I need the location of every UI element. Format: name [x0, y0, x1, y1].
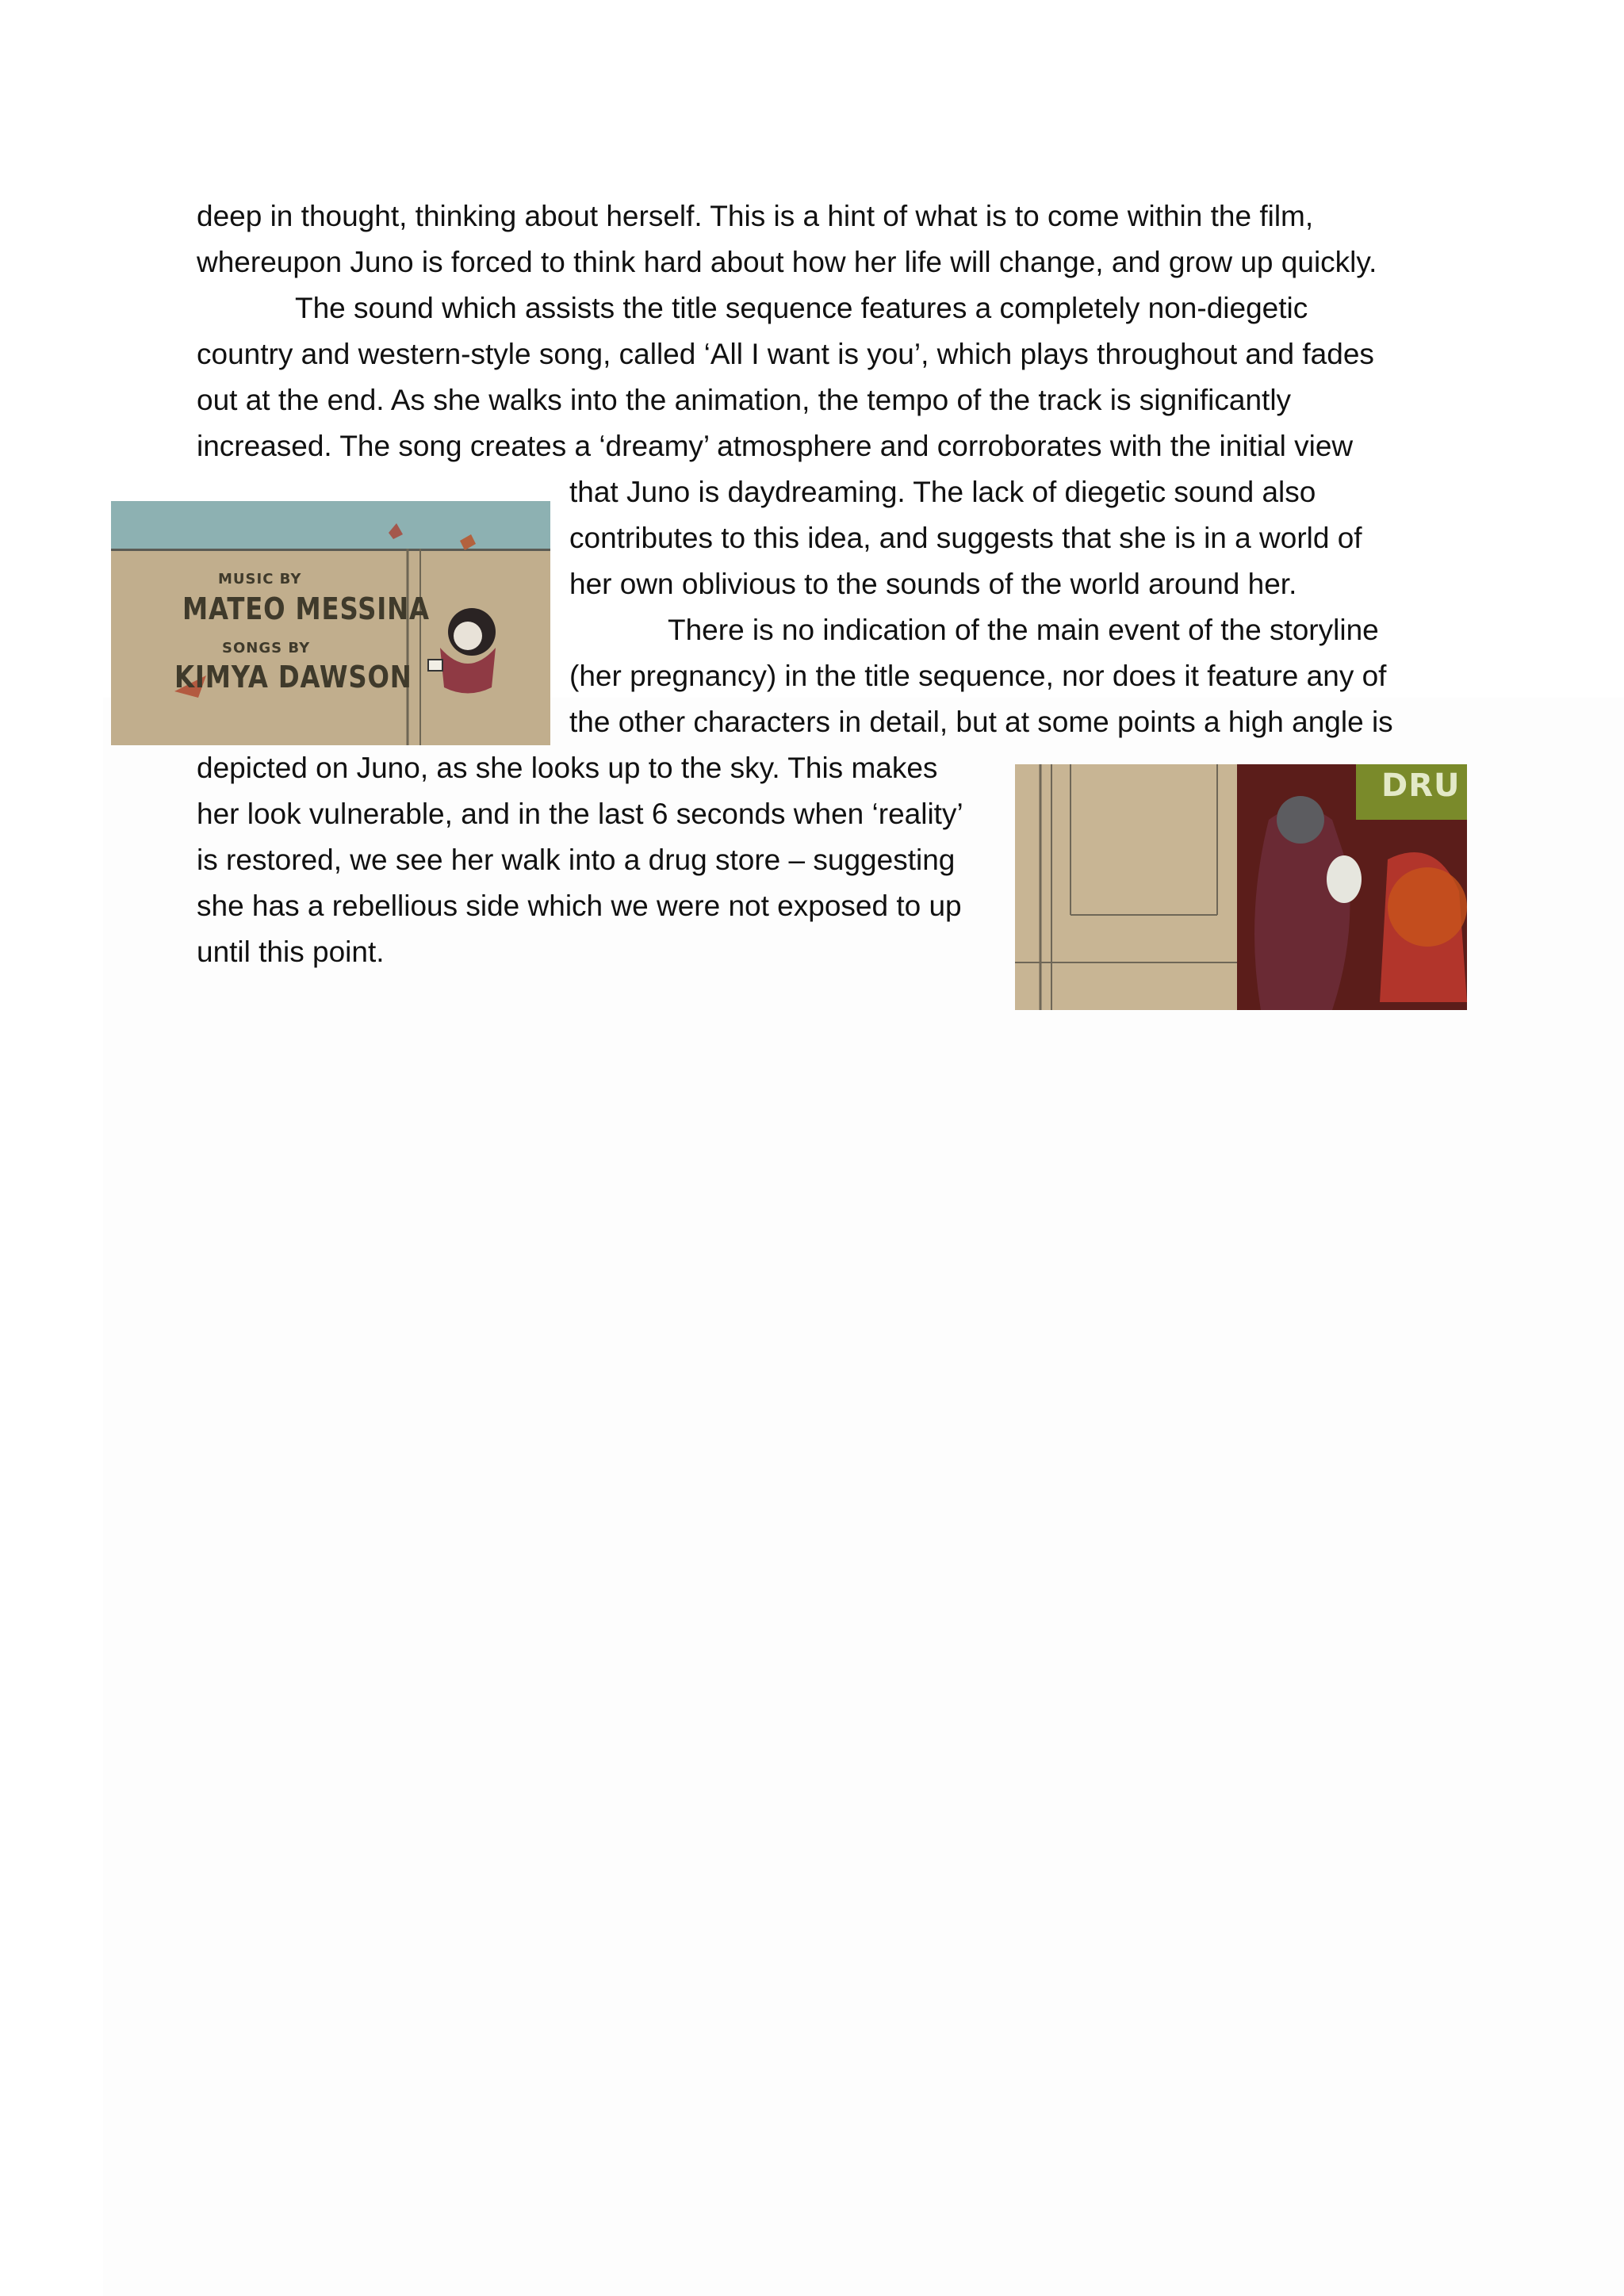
credit-label: SONGS BY — [222, 640, 311, 656]
text-line: her look vulnerable, and in the last 6 seconds when ‘reality’ — [197, 798, 963, 830]
text-line: her own oblivious to the sounds of the world around her. — [569, 568, 1297, 600]
text-line: the other characters in detail, but at some points a high angle is — [569, 706, 1393, 738]
text-line: out at the end. As she walks into the animation, the tempo of the track is significantly — [197, 384, 1292, 416]
text-line: that Juno is daydreaming. The lack of diegetic sound also — [569, 476, 1316, 508]
credit-label: MUSIC BY — [218, 571, 302, 587]
text-line: (her pregnancy) in the title sequence, nor does it feature any of — [569, 660, 1387, 692]
text-line: The sound which assists the title sequence features a completely non-diegetic — [295, 292, 1308, 324]
text-line: increased. The song creates a ‘dreamy’ atmosphere and corroborates with the initial view — [197, 430, 1354, 462]
text-line: she has a rebellious side which we were not exposed to up — [197, 890, 962, 922]
text-line: There is no indication of the main event of the storyline — [668, 614, 1379, 646]
store-sign-text: DRU — [1381, 767, 1461, 804]
credit-name: KIMYA DAWSON — [174, 660, 412, 695]
text-line: depicted on Juno, as she looks up to the sky. This makes — [197, 752, 938, 784]
text-line: until this point. — [197, 936, 385, 968]
text-line: is restored, we see her walk into a drug store – suggesting — [197, 844, 956, 876]
drug-store-image — [1015, 764, 1467, 1010]
text-line: contributes to this idea, and suggests that she is in a world of — [569, 522, 1362, 554]
title-credits-image — [111, 501, 550, 745]
credit-name: MATEO MESSINA — [182, 591, 430, 626]
text-line: whereupon Juno is forced to think hard about how her life will change, and grow up quickly. — [197, 246, 1377, 278]
text-line: country and western-style song, called ‘All I want is you’, which plays throughout and fades — [197, 338, 1374, 370]
text-line: deep in thought, thinking about herself. This is a hint of what is to come within the film, — [197, 200, 1314, 232]
